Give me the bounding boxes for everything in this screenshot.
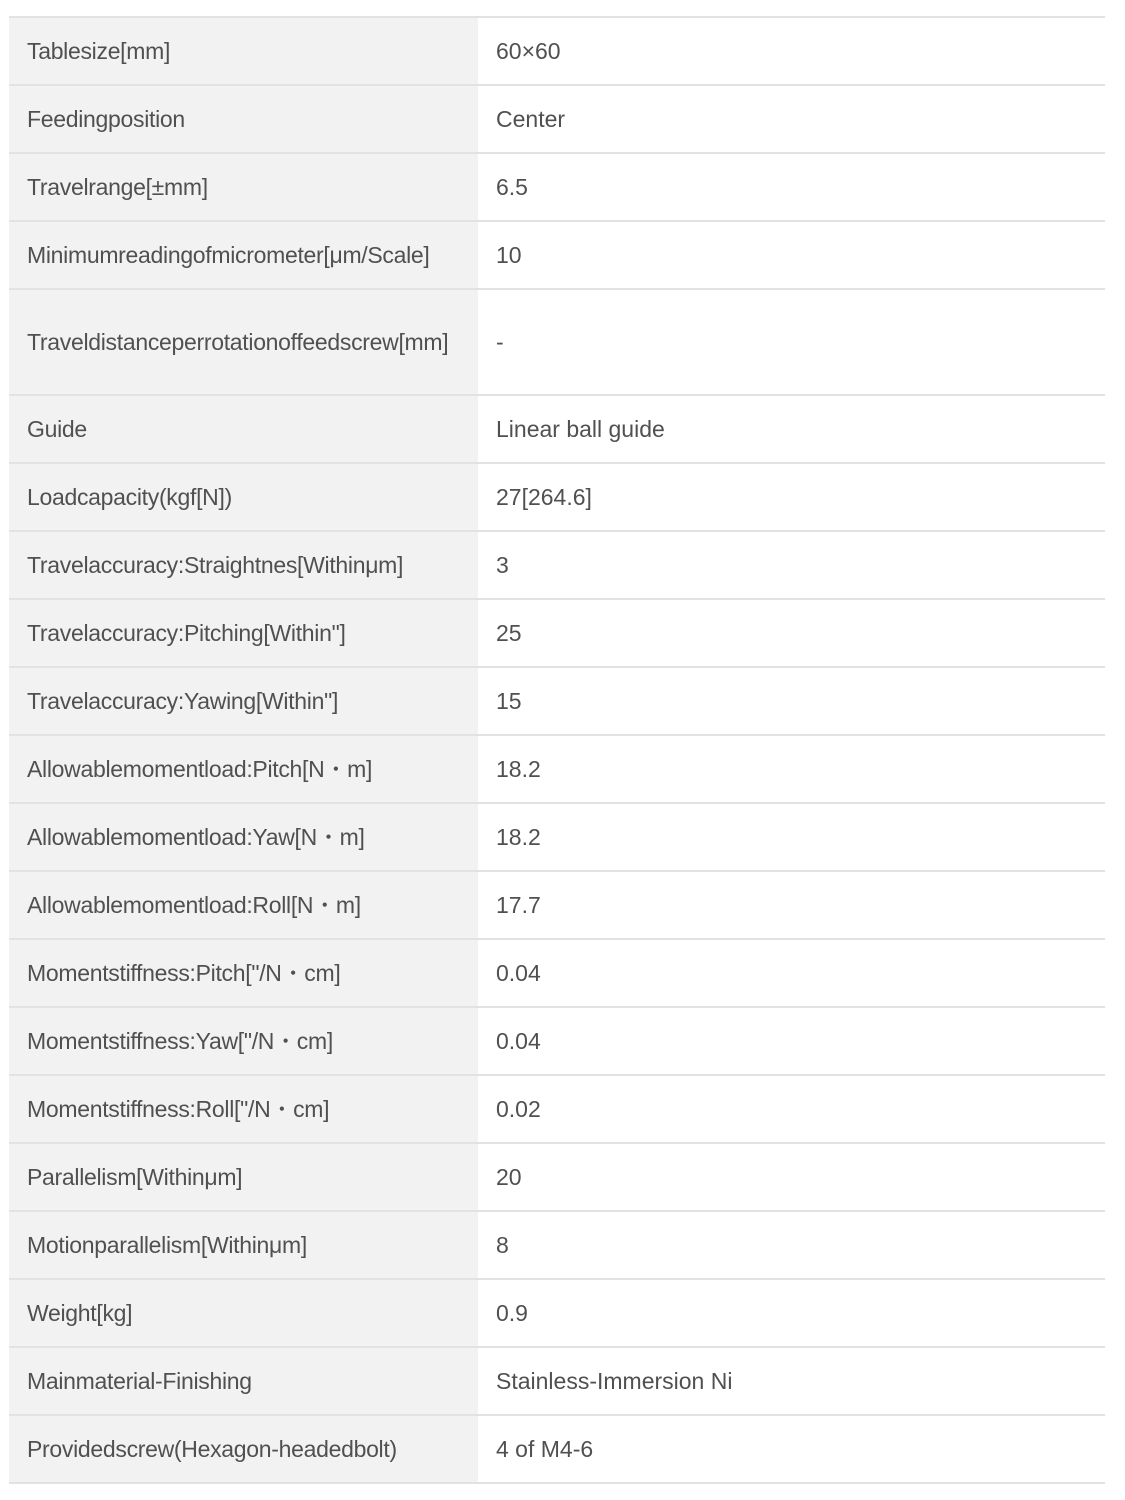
spec-label: Allowablemomentload:Yaw[N・m]	[9, 803, 478, 871]
spec-label: Momentstiffness:Pitch["/N・cm]	[9, 939, 478, 1007]
table-row	[9, 1347, 1105, 1415]
table-row	[9, 871, 1105, 939]
spec-value: 25	[478, 599, 1105, 667]
spec-label: Travelaccuracy:Pitching[Within"]	[9, 599, 478, 667]
table-row	[9, 153, 1105, 221]
spec-label: Feedingposition	[9, 85, 478, 153]
table-row	[9, 1075, 1105, 1143]
spec-value: 17.7	[478, 871, 1105, 939]
spec-table-body	[9, 17, 1105, 1483]
spec-value: 20	[478, 1143, 1105, 1211]
spec-label: Guide	[9, 395, 478, 463]
spec-label: Momentstiffness:Roll["/N・cm]	[9, 1075, 478, 1143]
spec-value: 18.2	[478, 735, 1105, 803]
spec-label: Minimumreadingofmicrometer[μm/Scale]	[9, 221, 478, 289]
spec-label: Providedscrew(Hexagon-headedbolt)	[9, 1415, 478, 1483]
table-row	[9, 1211, 1105, 1279]
table-row	[9, 1279, 1105, 1347]
spec-value: 8	[478, 1211, 1105, 1279]
spec-label: Motionparallelism[Withinμm]	[9, 1211, 478, 1279]
spec-label: Mainmaterial-Finishing	[9, 1347, 478, 1415]
table-row	[9, 1415, 1105, 1483]
spec-value: 27[264.6]	[478, 463, 1105, 531]
spec-value: Linear ball guide	[478, 395, 1105, 463]
spec-value: 0.04	[478, 1007, 1105, 1075]
spec-table	[9, 16, 1105, 1484]
table-row	[9, 803, 1105, 871]
spec-label: Loadcapacity(kgf[N])	[9, 463, 478, 531]
table-row	[9, 395, 1105, 463]
spec-value: 3	[478, 531, 1105, 599]
spec-value: 18.2	[478, 803, 1105, 871]
table-row	[9, 1143, 1105, 1211]
spec-label: Travelrange[±mm]	[9, 153, 478, 221]
spec-value: Center	[478, 85, 1105, 153]
table-row	[9, 735, 1105, 803]
spec-value: -	[478, 289, 1105, 395]
spec-label: Allowablemomentload:Pitch[N・m]	[9, 735, 478, 803]
spec-value: 0.04	[478, 939, 1105, 1007]
table-row	[9, 599, 1105, 667]
spec-label: Allowablemomentload:Roll[N・m]	[9, 871, 478, 939]
spec-value: 60×60	[478, 17, 1105, 85]
spec-value: 6.5	[478, 153, 1105, 221]
table-row	[9, 1007, 1105, 1075]
spec-value: 0.9	[478, 1279, 1105, 1347]
spec-label: Traveldistanceperrotationoffeedscrew[mm]	[9, 289, 478, 395]
spec-label: Momentstiffness:Yaw["/N・cm]	[9, 1007, 478, 1075]
table-row	[9, 221, 1105, 289]
table-row	[9, 463, 1105, 531]
table-row	[9, 531, 1105, 599]
spec-label: Travelaccuracy:Straightnes[Withinμm]	[9, 531, 478, 599]
spec-label: Weight[kg]	[9, 1279, 478, 1347]
table-row	[9, 17, 1105, 85]
spec-value: 15	[478, 667, 1105, 735]
spec-label: Parallelism[Withinμm]	[9, 1143, 478, 1211]
spec-label: Travelaccuracy:Yawing[Within"]	[9, 667, 478, 735]
spec-value: Stainless-Immersion Ni	[478, 1347, 1105, 1415]
table-row	[9, 85, 1105, 153]
spec-value: 10	[478, 221, 1105, 289]
spec-value: 0.02	[478, 1075, 1105, 1143]
table-row	[9, 667, 1105, 735]
table-row	[9, 939, 1105, 1007]
spec-label: Tablesize[mm]	[9, 17, 478, 85]
table-row	[9, 289, 1105, 395]
spec-value: 4 of M4-6	[478, 1415, 1105, 1483]
